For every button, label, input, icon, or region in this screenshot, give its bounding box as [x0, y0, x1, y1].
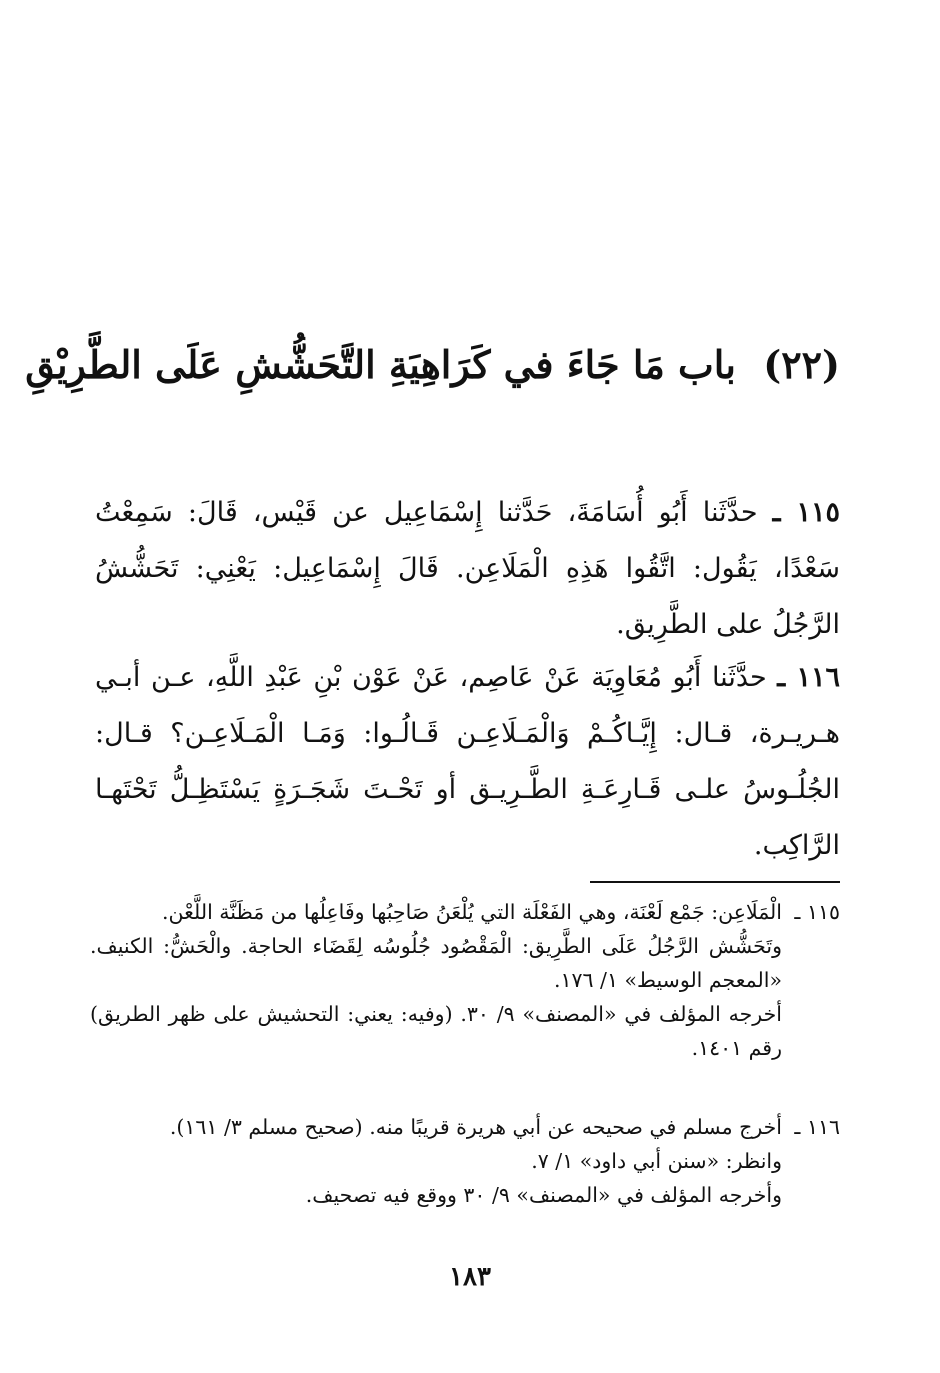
hadith-number: ١١٥ ـ: [772, 497, 840, 528]
hadith-number: ١١٦ ـ: [777, 662, 840, 693]
footnote-number: ١١٥ ـ: [794, 900, 840, 924]
footnote-line: أخرجه المؤلف في «المصنف» ٩/ ٣٠. (وفيه: يعني: التحشيش على ظهر الطريق) رقم ١٤٠١.: [90, 1002, 782, 1060]
footnote-line: أخرج مسلم في صحيحه عن أبي هريرة قريبًا منه. (صحيح مسلم ٣/ ١٦١).: [169, 1115, 782, 1139]
chapter-number: (٢٢): [763, 342, 840, 387]
footnote-number: ١١٦ ـ: [794, 1115, 840, 1139]
page-number: ١٨٣: [449, 1262, 491, 1292]
hadith-paragraph: [95, 485, 840, 653]
footnote: [90, 895, 840, 1065]
footnote-line: وأخرجه المؤلف في «المصنف» ٩/ ٣٠ ووقع فيه تصحيف.: [305, 1183, 782, 1207]
hadith-paragraph: [95, 650, 840, 874]
footnote-line: وتَحَشُّش الرَّجُلُ عَلَى الطَّرِيق: الْمَقْصُود جُلُوسُه لِقَضَاء الحاجة. والْحَشُّ: الكنيف. «المعجم الوسيط» ١/ ١٧٦.: [90, 934, 782, 992]
footnote-line: الْمَلَاعِن: جَمْع لَعْنَة، وهي الفَعْلَة التي يُلْعَنُ صَاحِبُها وفَاعِلُها من مَظَنَّة اللَّعْن.: [162, 900, 782, 924]
hadith-text: حدَّثَنا أَبُو أُسَامَةَ، حَدَّثنا إِسْمَاعِيل عن قَيْس، قَالَ: سَمِعْتُ سَعْدًا، يَقُول: اتَّقُوا هَذِهِ الْمَلَاعِن. قَالَ إِسْمَاعِيل: يَعْنِي: تَحَشُّشُ الرَّجُلُ على الطَّرِيق.: [95, 497, 840, 640]
footnote: [90, 1110, 840, 1212]
footnote-divider: [590, 881, 840, 883]
hadith-text: حدَّثَنا أَبُو مُعَاوِيَة عَنْ عَاصِم، عَنْ عَوْن بْنِ عَبْدِ اللَّهِ، عـن أبـي هـريـرة، قـال: إِيَّـاكُـمْ وَالْمَـلَاعِـن قَـالُـوا: وَمَـا الْمَـلَاعِـن؟ قـال: الجُلُـوسُ علـى قَـارِعَـةِ الطَّـرِيـق أو تَحْـتَ شَجَـرَةٍ يَسْتَظِـلُّ تَحْتَهـا الرَّاكِب.: [95, 662, 840, 861]
chapter-title: باب مَا جَاءَ في كَرَاهِيَةِ التَّحَشُّشِ عَلَى الطَّرِيْقِ: [25, 342, 736, 387]
chapter-heading: [25, 335, 840, 395]
footnote-line: وانظر: «سنن أبي داود» ١/ ٧.: [531, 1149, 782, 1173]
